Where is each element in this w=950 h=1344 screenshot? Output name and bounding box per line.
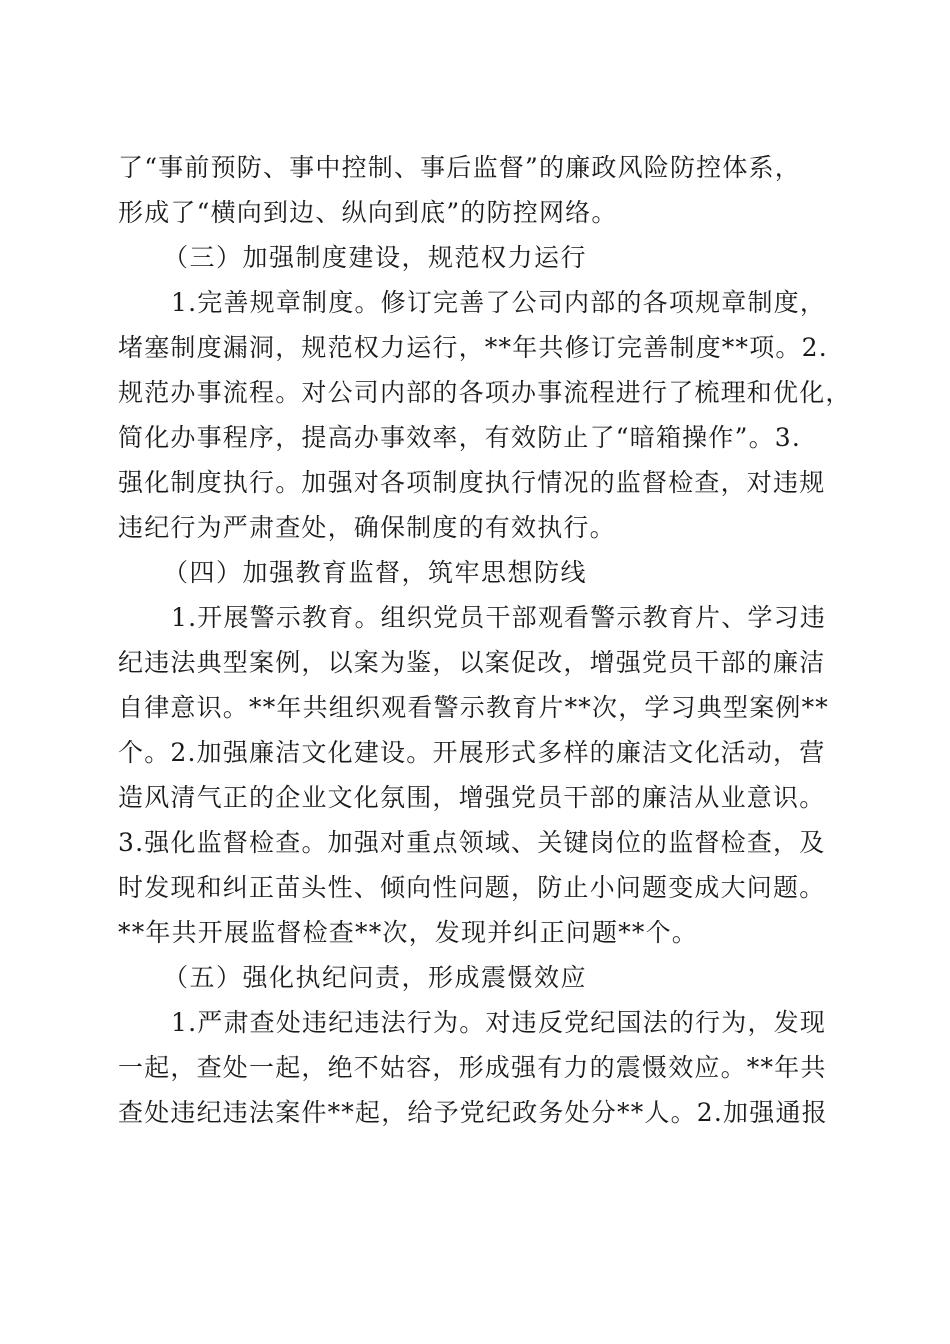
section-heading-3: （三）加强制度建设，规范权力运行 (163, 243, 588, 272)
paragraph-line: **年共开展监督检查**次，发现并纠正问题**个。 (118, 918, 699, 947)
paragraph-line: 1.完善规章制度。修订完善了公司内部的各项规章制度， (171, 288, 827, 317)
paragraph-line: 时发现和纠正苗头性、倾向性问题，防止小问题变成大问题。 (118, 873, 826, 902)
paragraph-line: 形成了“横向到边、纵向到底”的防控网络。 (118, 198, 618, 227)
paragraph-line: 强化制度执行。加强对各项制度执行情况的监督检查，对违规 (118, 468, 826, 497)
paragraph-line: 3.强化监督检查。加强对重点领域、关键岗位的监督检查，及 (118, 828, 826, 857)
paragraph-line: 规范办事流程。对公司内部的各项办事流程进行了梳理和优化， (118, 378, 852, 407)
paragraph-line: 简化办事程序，提高办事效率，有效防止了“暗箱操作”。3. (118, 423, 802, 452)
paragraph-line: 1.严肃查处违纪违法行为。对违反党纪国法的行为，发现 (171, 1008, 827, 1037)
document-body (118, 145, 852, 1135)
paragraph-line: 一起，查处一起，绝不姑容，形成强有力的震慑效应。**年共 (118, 1053, 827, 1082)
paragraph-line: 自律意识。**年共组织观看警示教育片**次，学习典型案例** (118, 693, 830, 722)
paragraph-line: 个。2.加强廉洁文化建设。开展形式多样的廉洁文化活动，营 (118, 738, 826, 767)
paragraph-line: 造风清气正的企业文化氛围，增强党员干部的廉洁从业意识。 (118, 783, 826, 812)
paragraph-line: 堵塞制度漏洞，规范权力运行，**年共修订完善制度**项。2. (118, 333, 828, 362)
paragraph-line: 1.开展警示教育。组织党员干部观看警示教育片、学习违 (171, 603, 827, 632)
paragraph-line: 了“事前预防、事中控制、事后监督”的廉政风险防控体系， (118, 153, 801, 182)
section-heading-5: （五）强化执纪问责，形成震慑效应 (163, 963, 588, 992)
paragraph-line: 纪违法典型案例，以案为鉴，以案促改，增强党员干部的廉洁 (118, 648, 826, 677)
paragraph-line: 查处违纪违法案件**起，给予党纪政务处分**人。2.加强通报 (118, 1098, 828, 1127)
paragraph-line: 违纪行为严肃查处，确保制度的有效执行。 (118, 513, 616, 542)
section-heading-4: （四）加强教育监督，筑牢思想防线 (163, 558, 588, 587)
